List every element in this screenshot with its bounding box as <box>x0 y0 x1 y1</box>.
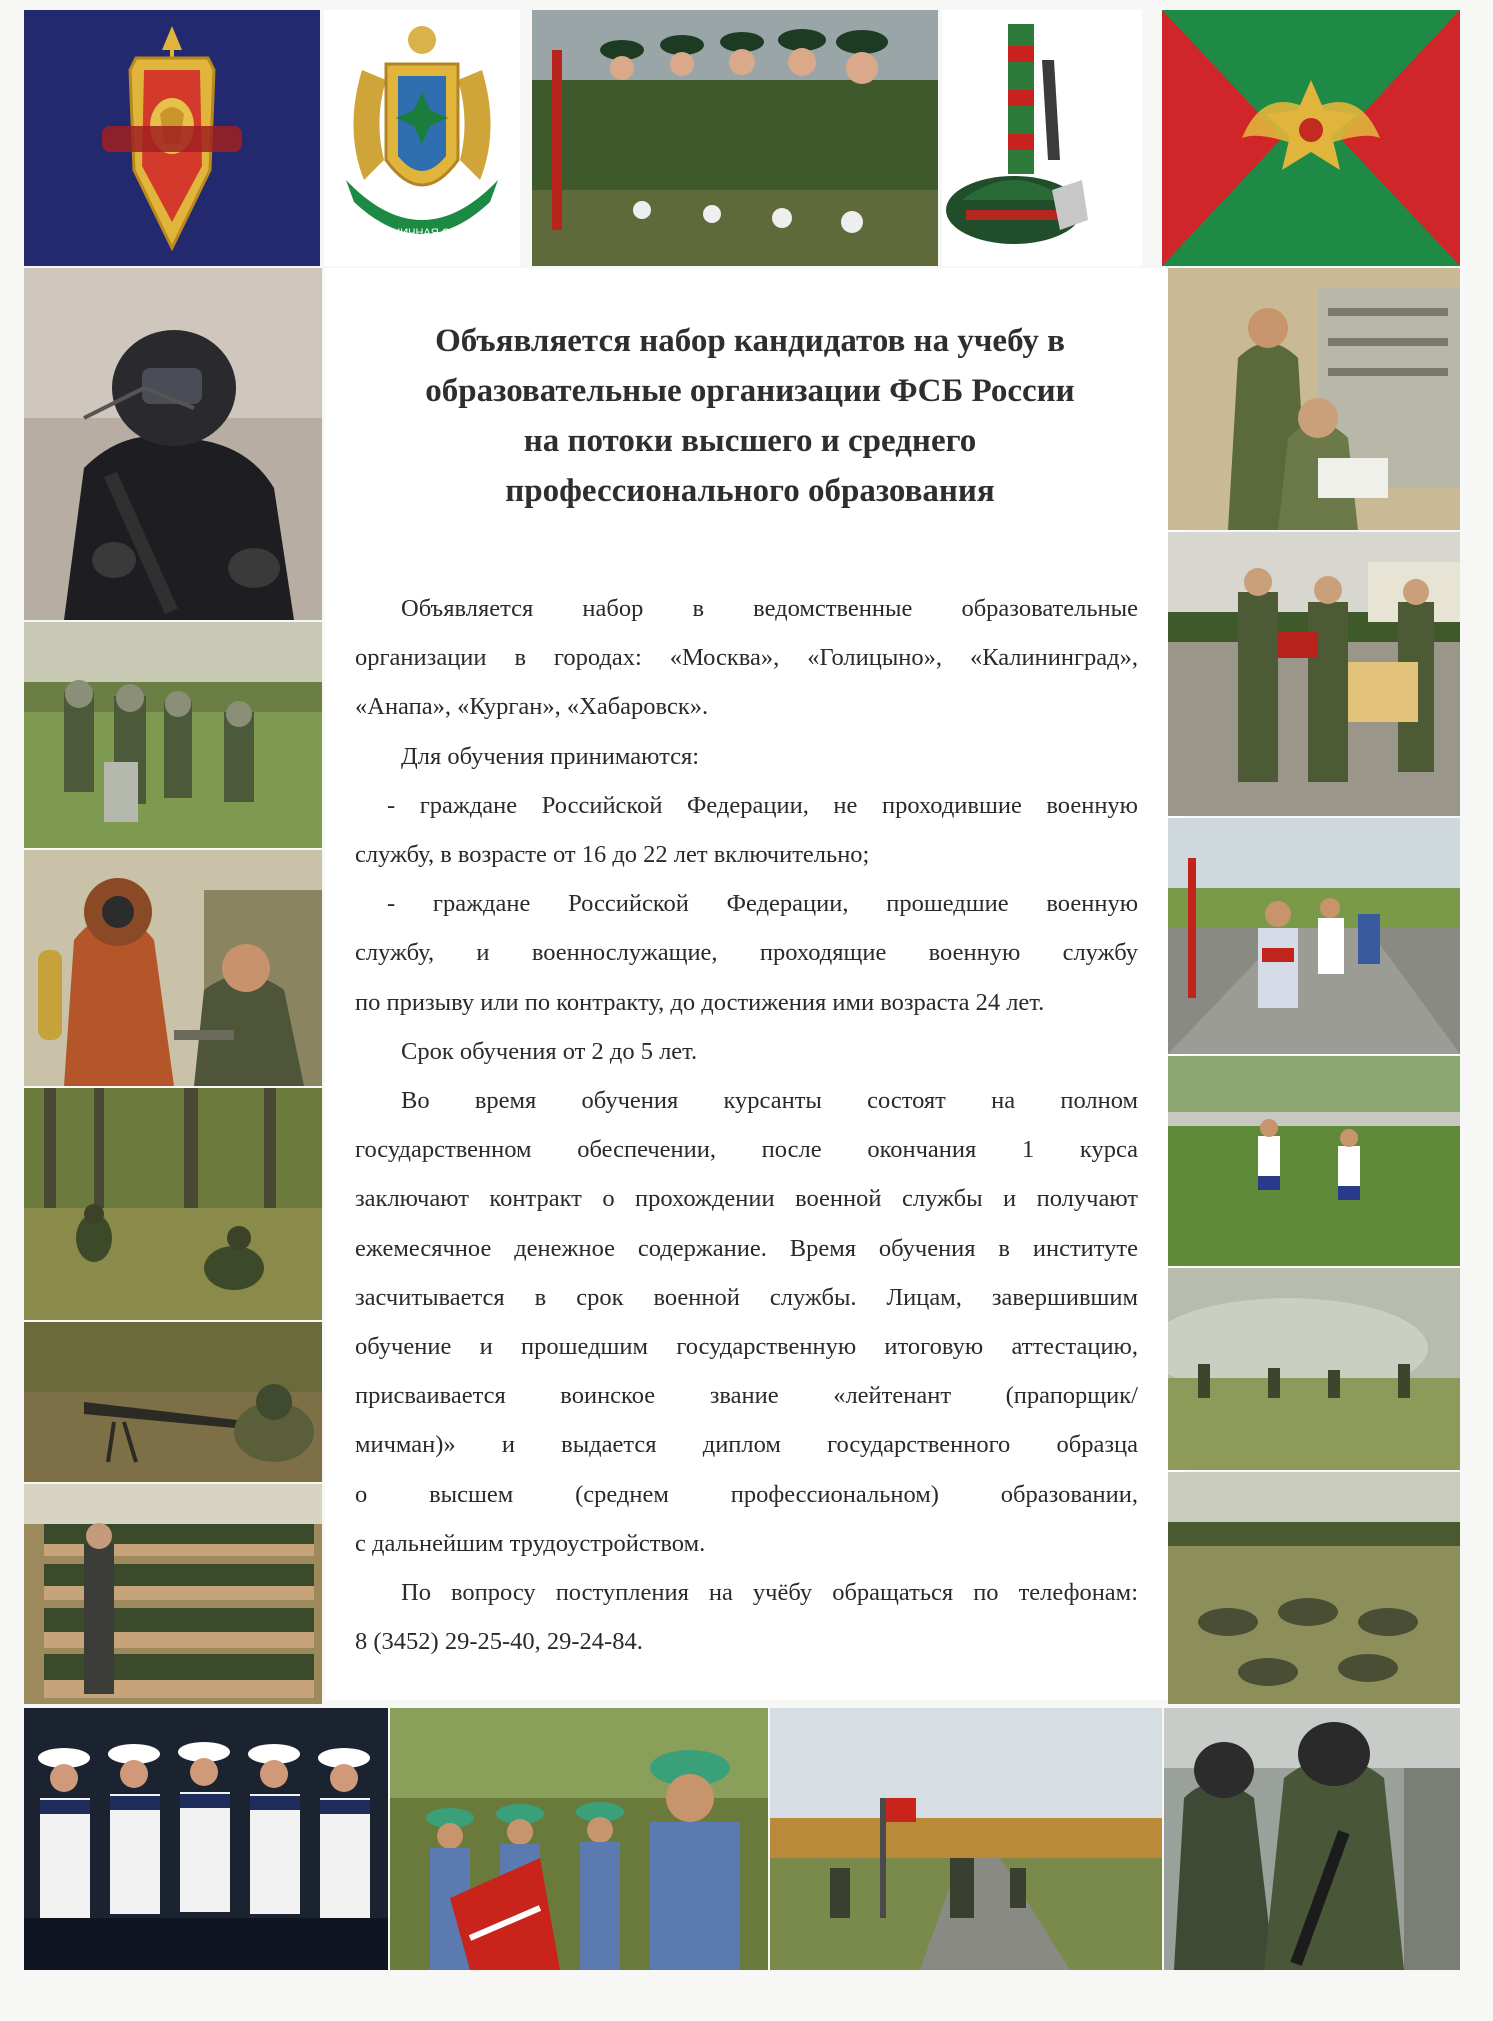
paragraph <box>355 781 1138 879</box>
body-text <box>355 584 1138 1666</box>
title-line: профессионального образования <box>505 473 995 509</box>
paragraph-line: о высшем (среднем профессиональном) образовании, <box>355 1480 1138 1508</box>
paragraph <box>355 1568 1138 1666</box>
paragraph-line: - граждане Российской Федерации, прошедшие военную <box>387 890 1138 918</box>
paragraph-line: «Анапа», «Курган», «Хабаровск». <box>355 693 709 721</box>
running-race-photo <box>1168 818 1460 1054</box>
title-line: Объявляется набор кандидатов на учебу в <box>435 323 1065 359</box>
forest-exercise-photo <box>24 1088 322 1320</box>
oath-ceremony-photo <box>1168 532 1460 816</box>
smoke-field-photo <box>1168 1268 1460 1470</box>
paragraph-line: Объявляется набор в ведомственные образовательные <box>401 595 1138 622</box>
fsb-shield-emblem-icon <box>24 10 320 266</box>
border-guard-flag-panel <box>1162 10 1460 266</box>
border-post-cap-photo <box>942 10 1142 266</box>
paragraph-line: государственном обеспечении, после окончания 1 курса <box>355 1136 1138 1164</box>
paragraph-line: службу, и военнослужащие, проходящие военную службу <box>355 939 1138 967</box>
lecture-hall-photo <box>24 1484 322 1704</box>
paragraph-line: По вопросу поступления на учёбу обращаться по телефонам: <box>401 1579 1138 1607</box>
crawling-field-photo <box>1168 1472 1460 1704</box>
paragraph-line: ежемесячное денежное содержание. Время обучения в институте <box>355 1234 1138 1262</box>
field-run-photo <box>770 1708 1162 1970</box>
paragraph-line: 8 (3452) 29-25-40, 29-24-84. <box>355 1628 643 1656</box>
border-guards-banner-photo <box>390 1708 768 1970</box>
paragraph <box>355 1027 1138 1076</box>
radio-class-photo <box>1168 268 1460 530</box>
paragraph <box>355 1076 1138 1568</box>
paragraph-line: заключают контракт о прохождении военной службы и получают <box>355 1185 1138 1213</box>
paragraph-line: с дальнейшим трудоустройством. <box>355 1529 706 1557</box>
gas-masks-field-photo <box>24 622 322 848</box>
diver-suit-photo <box>24 850 322 1086</box>
paragraph-line: Срок обучения от 2 до 5 лет. <box>401 1037 698 1065</box>
football-match-photo <box>1168 1056 1460 1266</box>
page-title <box>355 316 1145 516</box>
paragraph-line: Во время обучения курсанты состоят на полном <box>401 1087 1138 1115</box>
paragraph <box>355 584 1138 732</box>
border-service-emblem-icon <box>324 10 520 266</box>
emblem-ribbon-text: ПОГРАНИЧНАЯ СЛУЖБА <box>355 227 489 239</box>
border-service-emblem-panel <box>324 10 520 266</box>
sailors-parade-photo <box>24 1708 388 1970</box>
soldiers-parade-photo <box>532 10 938 266</box>
fsb-emblem-panel <box>24 10 320 266</box>
paragraph-line: - граждане Российской Федерации, не проходившие военную <box>387 791 1138 819</box>
paragraph <box>355 879 1138 1027</box>
paragraph-line: присваивается воинское звание «лейтенант (прапорщик/ <box>355 1382 1138 1410</box>
paragraph-line: засчитывается в срок военной службы. Лицам, завершившим <box>355 1283 1138 1311</box>
title-line: на потоки высшего и среднего <box>523 423 977 459</box>
paragraph-line: организации в городах: «Москва», «Голицыно», «Калининград», <box>355 644 1138 672</box>
paragraph-line: по призыву или по контракту, до достижения ими возраста 24 лет. <box>355 988 1045 1016</box>
border-guard-flag-icon <box>1162 10 1460 266</box>
paragraph-line: мичман)» и выдается диплом государственного образца <box>355 1431 1138 1459</box>
special-forces-photo <box>1164 1708 1460 1970</box>
machine-gunner-photo <box>24 1322 322 1482</box>
riot-trooper-photo <box>24 268 322 620</box>
paragraph-line: службу, в возрасте от 16 до 22 лет включительно; <box>355 841 870 869</box>
paragraph-line: обучение и прошедшим государственную итоговую аттестацию, <box>355 1333 1138 1361</box>
paragraph-line: Для обучения принимаются: <box>401 742 700 770</box>
title-line: образовательные организации ФСБ России <box>425 373 1075 409</box>
paragraph <box>355 732 1138 781</box>
